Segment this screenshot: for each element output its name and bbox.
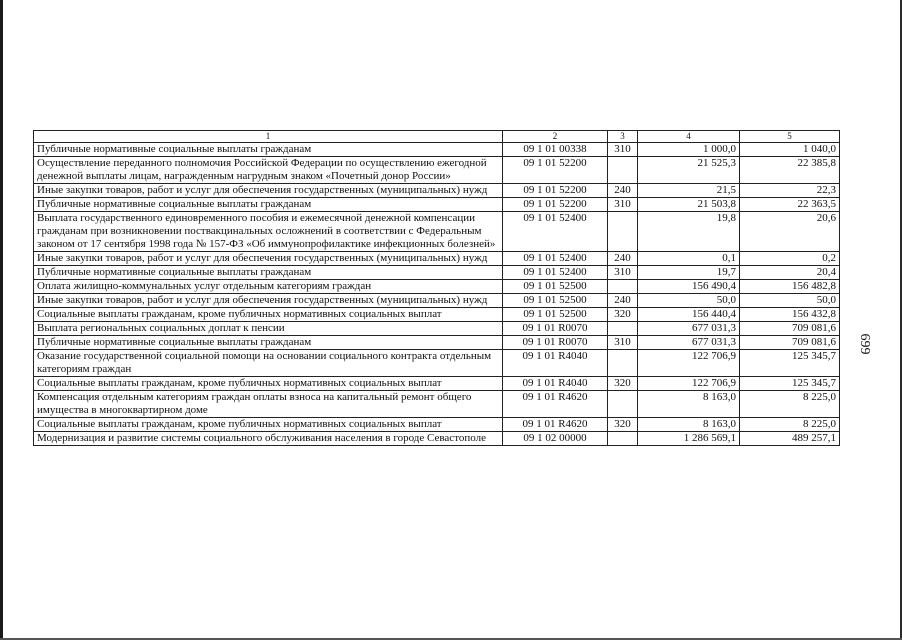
row-amount-col5: 22 385,8 (740, 157, 840, 184)
row-amount-col4: 1 000,0 (638, 143, 740, 157)
table-row (34, 252, 840, 266)
table-row (34, 294, 840, 308)
row-amount-col5: 22 363,5 (740, 198, 840, 212)
row-name: Компенсация отдельным категориям граждан оплаты взноса на капитальный ремонт общего имущества в многоквартирном доме (34, 391, 503, 418)
row-amount-col4: 1 286 569,1 (638, 432, 740, 446)
row-amount-col4: 122 706,9 (638, 377, 740, 391)
row-expense-type (608, 391, 638, 418)
row-name: Социальные выплаты гражданам, кроме публичных нормативных социальных выплат (34, 308, 503, 322)
row-name: Иные закупки товаров, работ и услуг для обеспечения государственных (муниципальных) нужд (34, 294, 503, 308)
header-row (34, 131, 840, 143)
row-expense-type: 240 (608, 294, 638, 308)
row-amount-col5: 709 081,6 (740, 336, 840, 350)
table-row (34, 350, 840, 377)
table-row (34, 184, 840, 198)
row-name: Публичные нормативные социальные выплаты гражданам (34, 198, 503, 212)
row-name: Социальные выплаты гражданам, кроме публичных нормативных социальных выплат (34, 418, 503, 432)
row-code: 09 1 01 00338 (503, 143, 608, 157)
row-amount-col5: 8 225,0 (740, 418, 840, 432)
row-amount-col4: 21 503,8 (638, 198, 740, 212)
row-amount-col5: 125 345,7 (740, 377, 840, 391)
table-row (34, 377, 840, 391)
row-name: Выплата региональных социальных доплат к пенсии (34, 322, 503, 336)
row-amount-col5: 156 482,8 (740, 280, 840, 294)
table-row (34, 308, 840, 322)
row-amount-col5: 489 257,1 (740, 432, 840, 446)
row-expense-type (608, 157, 638, 184)
row-amount-col5: 22,3 (740, 184, 840, 198)
table-row (34, 391, 840, 418)
header-col-5: 5 (740, 131, 840, 143)
table-row (34, 322, 840, 336)
row-name: Социальные выплаты гражданам, кроме публичных нормативных социальных выплат (34, 377, 503, 391)
row-amount-col4: 0,1 (638, 252, 740, 266)
table-row (34, 432, 840, 446)
row-amount-col5: 0,2 (740, 252, 840, 266)
row-code: 09 1 01 52400 (503, 266, 608, 280)
row-amount-col4: 677 031,3 (638, 336, 740, 350)
row-amount-col4: 122 706,9 (638, 350, 740, 377)
table-body (34, 143, 840, 446)
row-amount-col4: 8 163,0 (638, 418, 740, 432)
row-code: 09 1 01 52400 (503, 252, 608, 266)
row-name: Иные закупки товаров, работ и услуг для обеспечения государственных (муниципальных) нужд (34, 184, 503, 198)
row-expense-type: 310 (608, 143, 638, 157)
page-number: 699 (857, 333, 872, 355)
row-amount-col5: 20,4 (740, 266, 840, 280)
row-code: 09 1 02 00000 (503, 432, 608, 446)
row-name: Модернизация и развитие системы социального обслуживания населения в городе Севастополе (34, 432, 503, 446)
row-expense-type: 310 (608, 266, 638, 280)
row-expense-type: 320 (608, 377, 638, 391)
row-amount-col5: 1 040,0 (740, 143, 840, 157)
row-name: Публичные нормативные социальные выплаты гражданам (34, 266, 503, 280)
row-amount-col4: 21,5 (638, 184, 740, 198)
row-amount-col5: 125 345,7 (740, 350, 840, 377)
row-code: 09 1 01 52400 (503, 212, 608, 252)
row-code: 09 1 01 52200 (503, 184, 608, 198)
row-name: Публичные нормативные социальные выплаты гражданам (34, 336, 503, 350)
row-amount-col4: 677 031,3 (638, 322, 740, 336)
row-expense-type: 240 (608, 184, 638, 198)
row-code: 09 1 01 R4620 (503, 391, 608, 418)
row-name: Публичные нормативные социальные выплаты гражданам (34, 143, 503, 157)
table-row (34, 336, 840, 350)
row-amount-col4: 156 440,4 (638, 308, 740, 322)
row-name: Иные закупки товаров, работ и услуг для обеспечения государственных (муниципальных) нужд (34, 252, 503, 266)
header-col-4: 4 (638, 131, 740, 143)
row-code: 09 1 01 R4620 (503, 418, 608, 432)
row-amount-col4: 19,7 (638, 266, 740, 280)
header-col-3: 3 (608, 131, 638, 143)
scan-border-left (0, 0, 3, 640)
row-amount-col4: 19,8 (638, 212, 740, 252)
row-amount-col5: 50,0 (740, 294, 840, 308)
row-amount-col5: 709 081,6 (740, 322, 840, 336)
row-code: 09 1 01 52200 (503, 198, 608, 212)
row-expense-type (608, 280, 638, 294)
row-expense-type: 240 (608, 252, 638, 266)
row-code: 09 1 01 R0070 (503, 336, 608, 350)
row-code: 09 1 01 52500 (503, 308, 608, 322)
row-code: 09 1 01 52500 (503, 280, 608, 294)
row-amount-col4: 156 490,4 (638, 280, 740, 294)
header-col-2: 2 (503, 131, 608, 143)
table-row (34, 143, 840, 157)
row-amount-col5: 8 225,0 (740, 391, 840, 418)
table-row (34, 280, 840, 294)
row-expense-type: 320 (608, 418, 638, 432)
row-expense-type: 320 (608, 308, 638, 322)
row-code: 09 1 01 52500 (503, 294, 608, 308)
row-expense-type: 310 (608, 198, 638, 212)
row-expense-type: 310 (608, 336, 638, 350)
row-amount-col5: 20,6 (740, 212, 840, 252)
row-expense-type (608, 432, 638, 446)
row-amount-col4: 50,0 (638, 294, 740, 308)
header-col-1: 1 (34, 131, 503, 143)
row-expense-type (608, 212, 638, 252)
row-code: 09 1 01 R0070 (503, 322, 608, 336)
row-code: 09 1 01 R4040 (503, 350, 608, 377)
row-expense-type (608, 350, 638, 377)
row-code: 09 1 01 R4040 (503, 377, 608, 391)
table-row (34, 266, 840, 280)
row-name: Выплата государственного единовременного пособия и ежемесячной денежной компенсации гражданам при возникновении поствакцинальных осложнений в соответствии с Федеральным законом от 17 сентября 1998 года № 157-ФЗ «Об иммунопрофилактике инфекционных болезней» (34, 212, 503, 252)
row-name: Оплата жилищно-коммунальных услуг отдельным категориям граждан (34, 280, 503, 294)
table-row (34, 212, 840, 252)
table-row (34, 198, 840, 212)
table-row (34, 418, 840, 432)
row-expense-type (608, 322, 638, 336)
row-amount-col5: 156 432,8 (740, 308, 840, 322)
table-row (34, 157, 840, 184)
budget-table (33, 130, 840, 446)
row-code: 09 1 01 52200 (503, 157, 608, 184)
row-name: Осуществление переданного полномочия Российской Федерации по осуществлению ежегодной денежной выплаты лицам, награжденным нагрудным знаком «Почетный донор России» (34, 157, 503, 184)
row-name: Оказание государственной социальной помощи на основании социального контракта отдельным категориям граждан (34, 350, 503, 377)
row-amount-col4: 21 525,3 (638, 157, 740, 184)
row-amount-col4: 8 163,0 (638, 391, 740, 418)
